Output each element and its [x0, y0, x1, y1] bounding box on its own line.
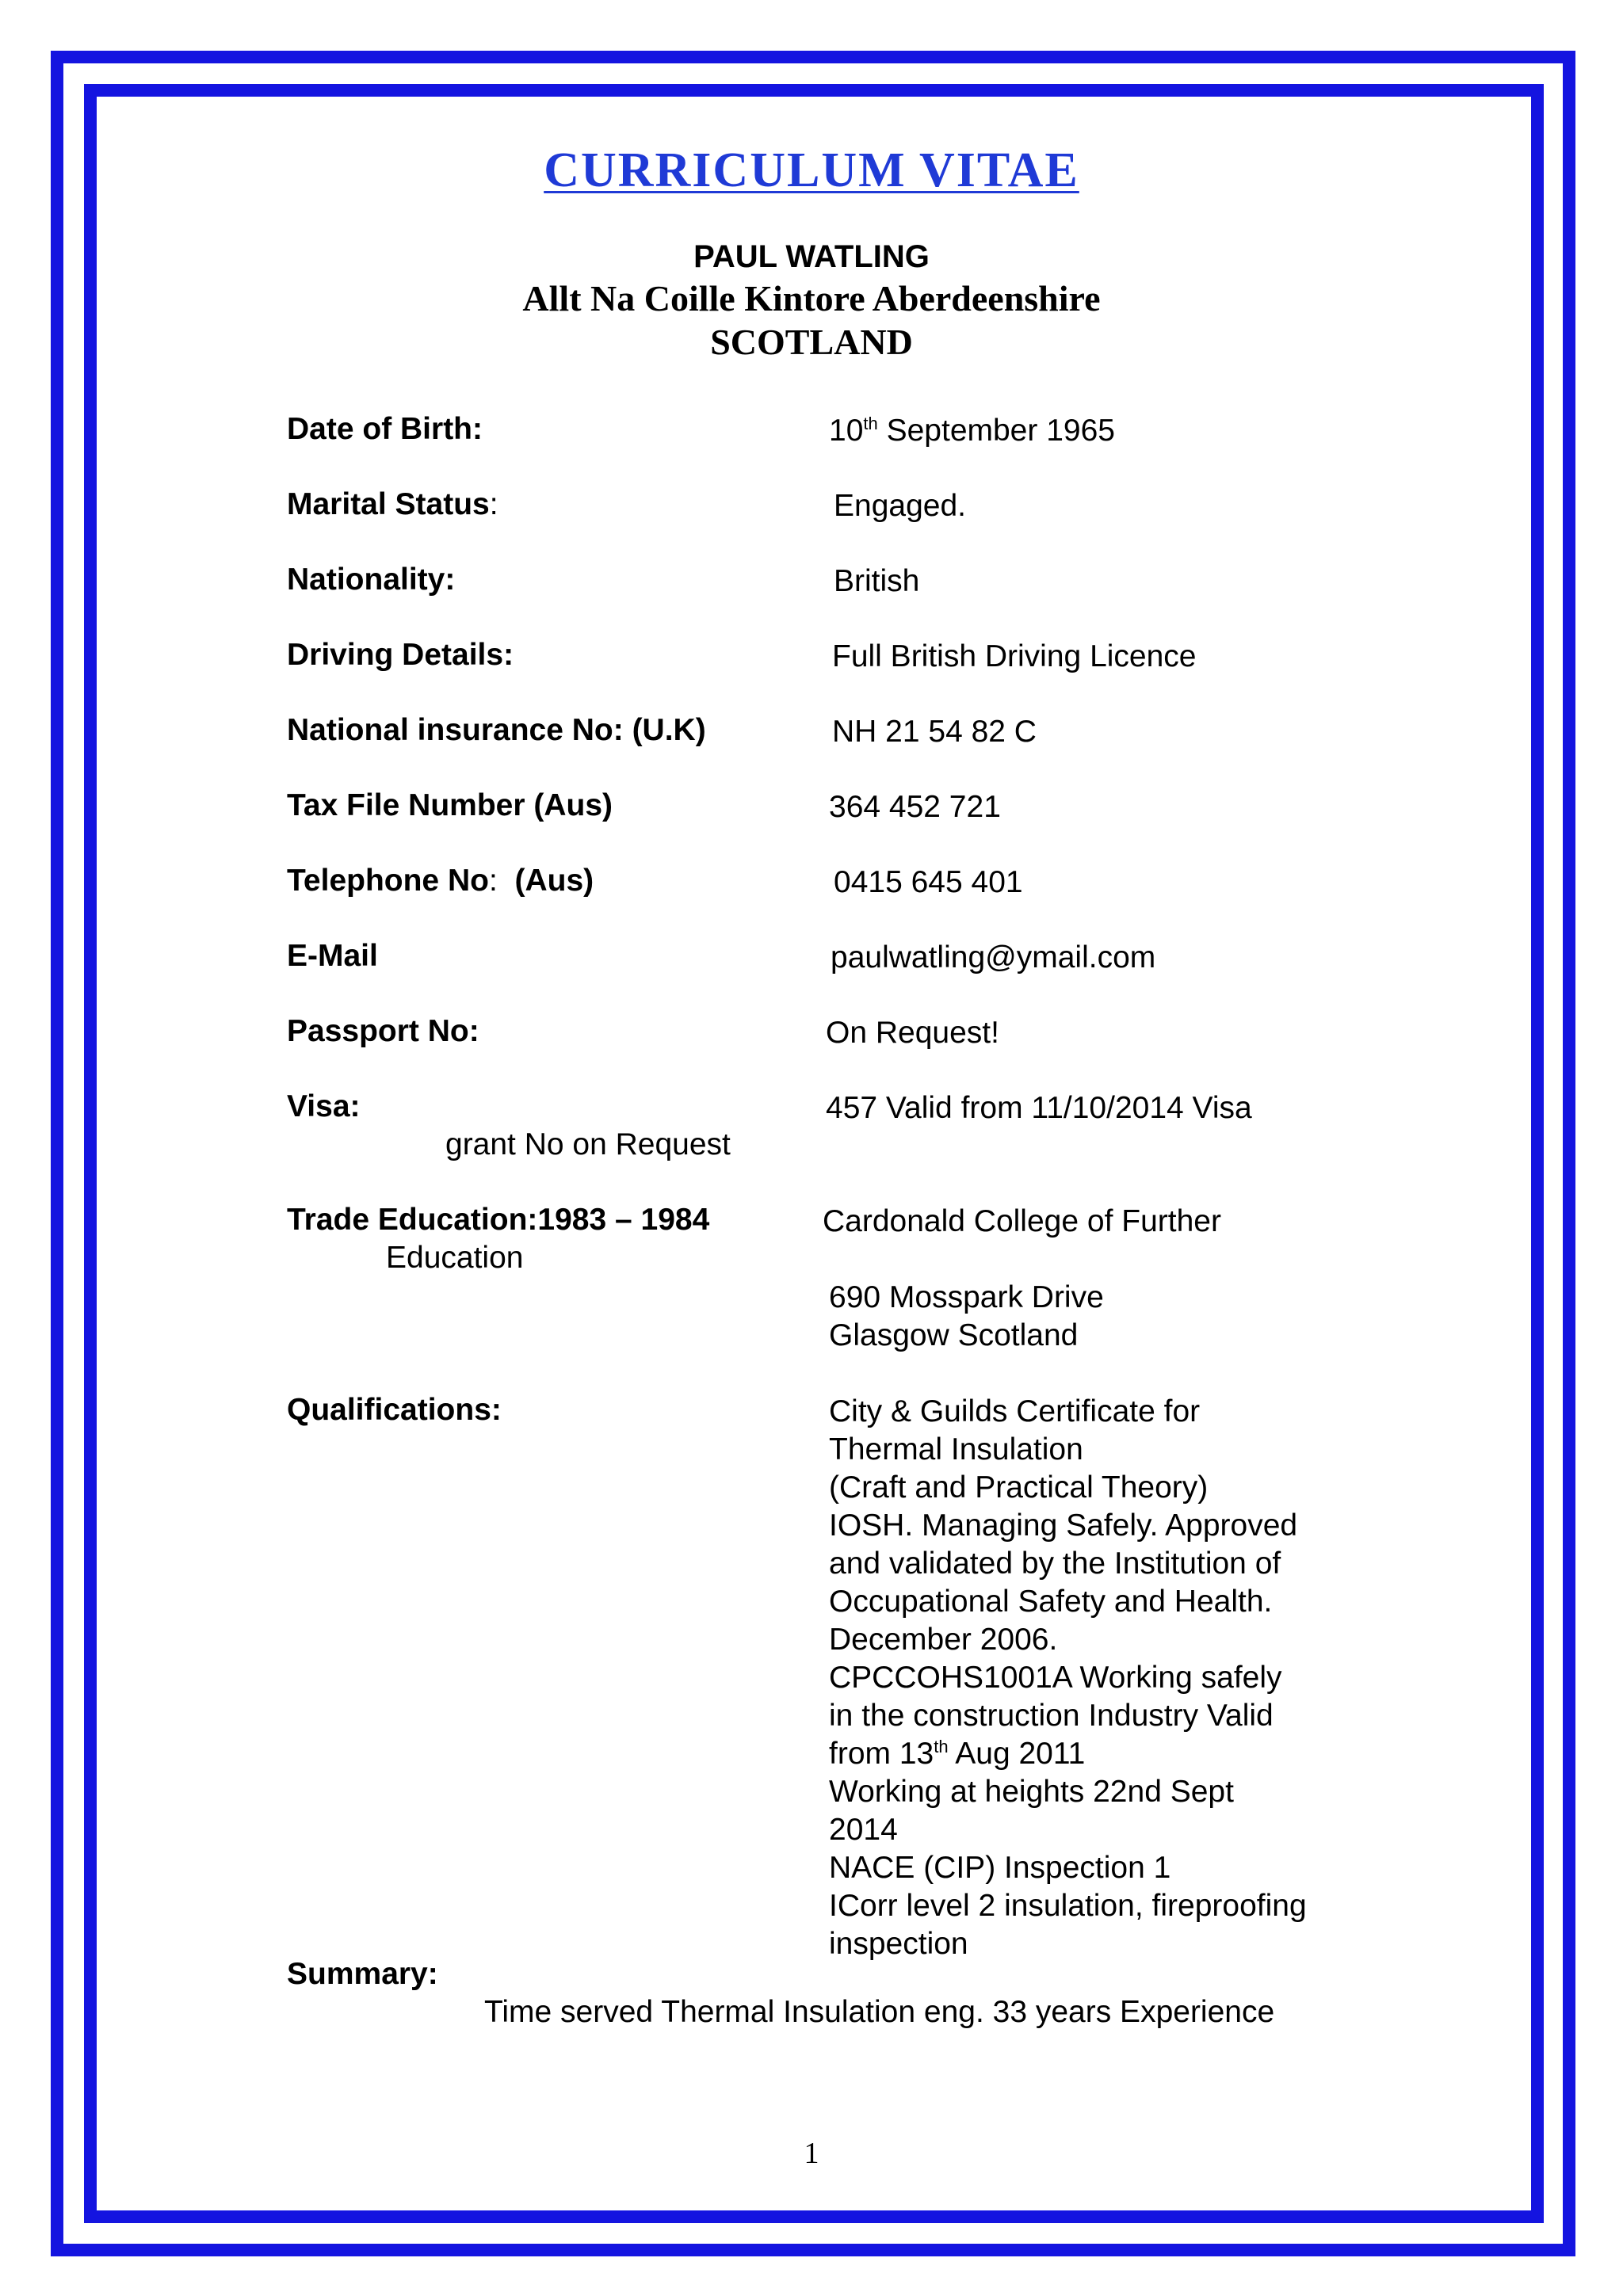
telephone-label-text: Telephone No [287, 864, 489, 898]
qualification-line: NACE (CIP) Inspection 1 [829, 1851, 1171, 1885]
trade-education-label: Trade Education:1983 – 1984 [287, 1203, 710, 1237]
qualification-line [829, 1735, 1307, 1773]
driving-details-value: Full British Driving Licence [832, 639, 1197, 673]
email-value: paulwatling@ymail.com [831, 940, 1156, 974]
trade-education-value: Cardonald College of Further [823, 1204, 1221, 1238]
college-address-line-2: Glasgow Scotland [829, 1318, 1079, 1352]
marital-status-colon: : [489, 487, 498, 521]
marital-status-value: Engaged. [834, 489, 966, 523]
telephone-label-country: (Aus) [497, 864, 594, 898]
national-insurance-value: NH 21 54 82 C [832, 715, 1037, 749]
visa-label: Visa: [287, 1089, 361, 1123]
qualification-line: and validated by the Institution of [829, 1547, 1281, 1581]
marital-status-label [287, 487, 498, 522]
national-insurance-label: National insurance No: (U.K) [287, 713, 706, 747]
qualification-line: City & Guilds Certificate for [829, 1394, 1201, 1428]
qualification-date-suffix: th [934, 1737, 949, 1756]
qualification-line: inspection [829, 1927, 968, 1961]
telephone-label [287, 864, 594, 898]
page-number: 1 [804, 2137, 819, 2170]
dob-suffix: th [863, 414, 878, 433]
college-address-line-1: 690 Mosspark Drive [829, 1280, 1104, 1314]
driving-details-label: Driving Details: [287, 638, 514, 672]
qualification-line: Occupational Safety and Health. [829, 1585, 1273, 1619]
qualifications-label: Qualifications: [287, 1393, 502, 1427]
qualification-date-prefix: from 13 [829, 1737, 934, 1771]
summary-label: Summary: [287, 1957, 438, 1991]
qualification-date-rest: Aug 2011 [948, 1737, 1086, 1771]
telephone-label-colon: : [488, 864, 498, 898]
visa-value: 457 Valid from 11/10/2014 Visa [826, 1091, 1252, 1125]
qualification-line: ICorr level 2 insulation, fireproofing [829, 1889, 1307, 1923]
telephone-value: 0415 645 401 [834, 865, 1023, 899]
address-line-1: Allt Na Coille Kintore Aberdeenshire [522, 278, 1101, 318]
qualification-line: 2014 [829, 1813, 898, 1847]
qualifications-list [829, 1393, 1307, 1963]
candidate-name: PAUL WATLING [693, 239, 930, 274]
nationality-value: British [834, 564, 920, 598]
qualification-line: December 2006. [829, 1623, 1058, 1657]
document-title: CURRICULUM VITAE [544, 143, 1079, 197]
email-label: E-Mail [287, 939, 378, 973]
qualification-line: in the construction Industry Valid [829, 1699, 1274, 1733]
tax-file-number-value: 364 452 721 [829, 790, 1001, 824]
dob-month-year: September 1965 [877, 414, 1115, 448]
qualification-line: IOSH. Managing Safely. Approved [829, 1508, 1298, 1543]
tax-file-number-label: Tax File Number (Aus) [287, 788, 613, 822]
visa-value-continued: grant No on Request [445, 1127, 731, 1161]
nationality-label: Nationality: [287, 563, 456, 597]
trade-education-value-continued: Education [386, 1241, 524, 1275]
marital-status-label-text: Marital Status [287, 487, 490, 521]
address-line-2: SCOTLAND [710, 322, 913, 362]
dob-value [829, 412, 1115, 450]
qualification-line: CPCCOHS1001A Working safely [829, 1661, 1282, 1695]
page-border-inner [84, 84, 1544, 2223]
dob-label: Date of Birth: [287, 412, 483, 446]
passport-label: Passport No: [287, 1014, 479, 1048]
qualification-line: (Craft and Practical Theory) [829, 1470, 1209, 1505]
summary-value: Time served Thermal Insulation eng. 33 years Experience [484, 1995, 1275, 2029]
passport-value: On Request! [826, 1016, 999, 1050]
qualification-line: Working at heights 22nd Sept [829, 1775, 1234, 1809]
qualification-line: Thermal Insulation [829, 1432, 1083, 1466]
dob-day: 10 [829, 414, 864, 448]
